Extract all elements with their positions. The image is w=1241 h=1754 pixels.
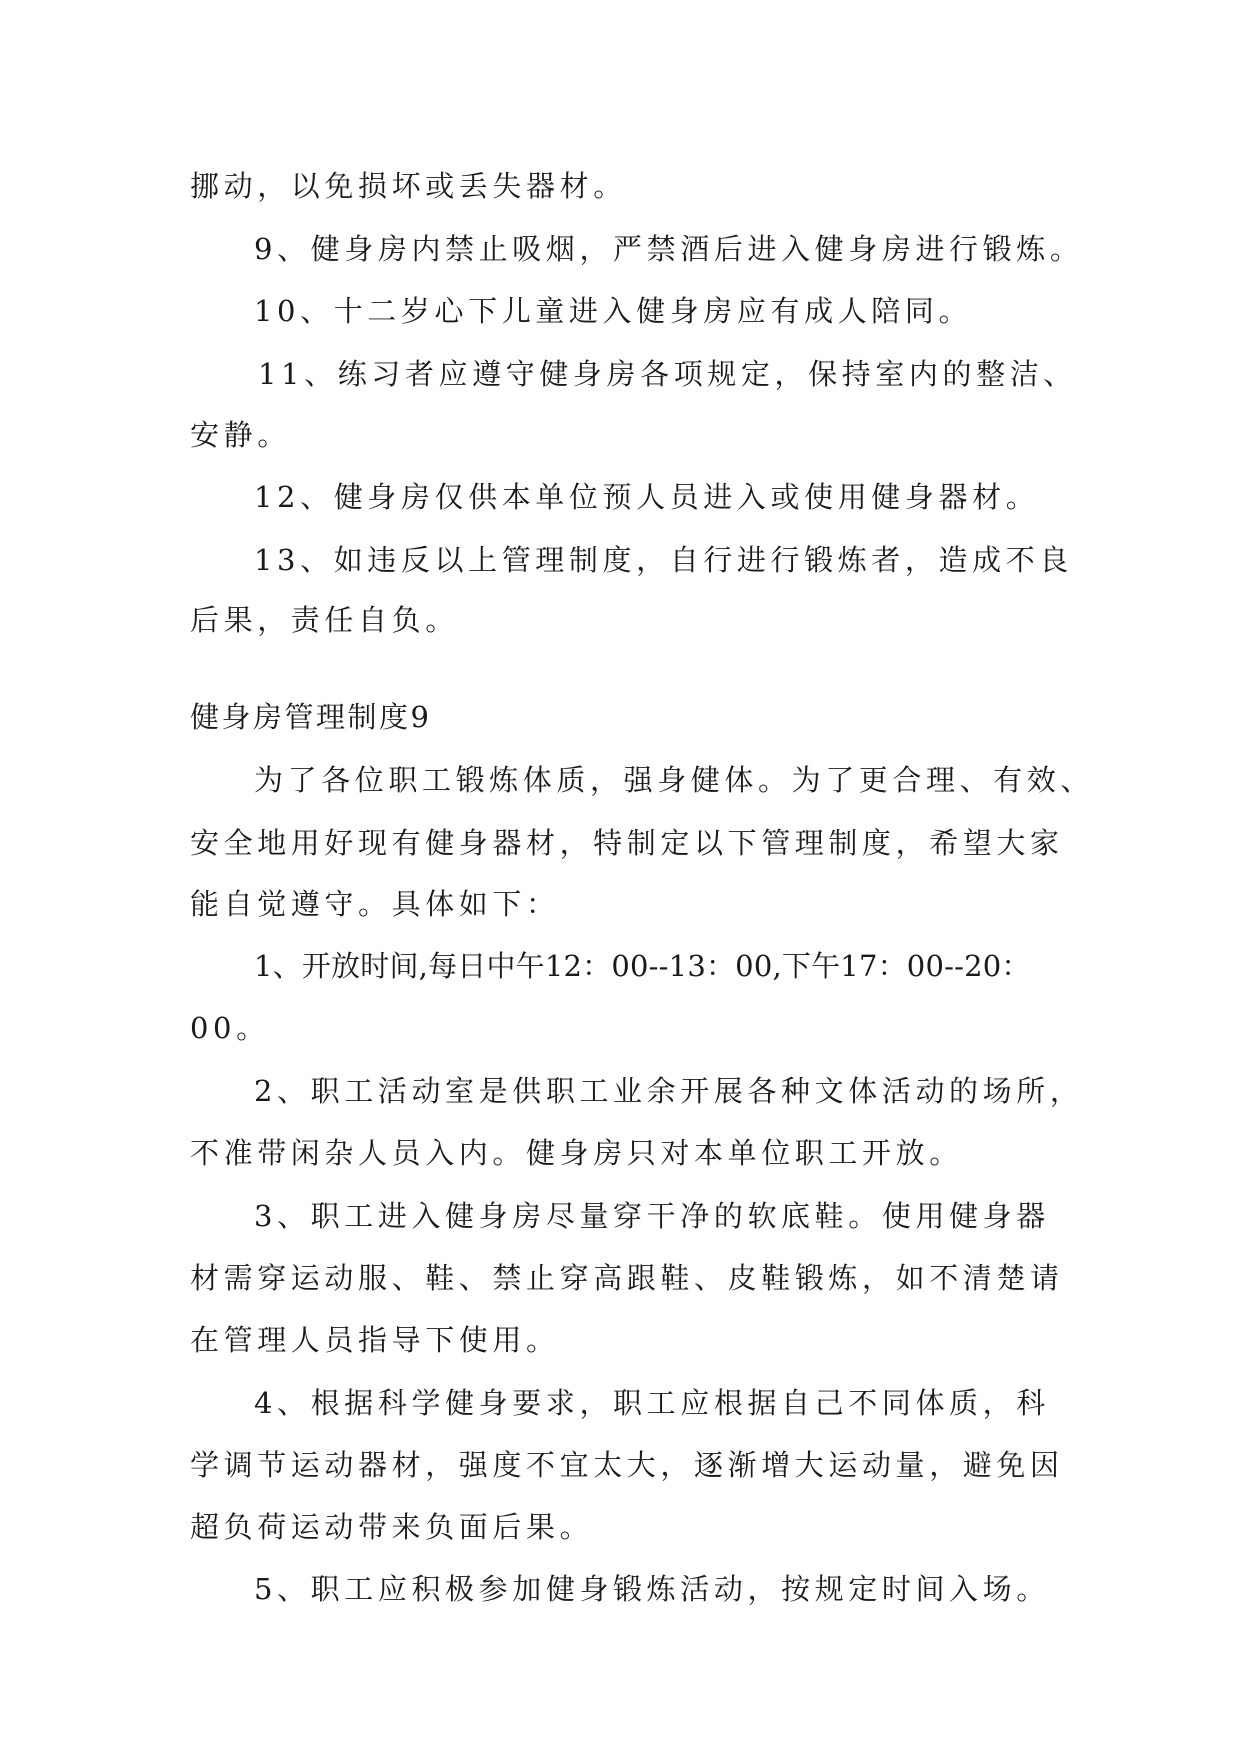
text-line: 超负荷运动带来负面后果。 <box>190 1510 594 1544</box>
text-line: 不准带闲杂人员入内。健身房只对本单位职工开放。 <box>190 1136 963 1170</box>
text-line: 1、开放时间,每日中午12：00--13：00,下午17：00--20： <box>254 949 1031 983</box>
text-line: 13、如违反以上管理制度，自行进行锻炼者，造成不良 <box>254 543 1073 577</box>
text-line: 挪动，以免损坏或丢失器材。 <box>190 169 627 203</box>
text-line: 在管理人员指导下使用。 <box>190 1323 560 1357</box>
text-line: 5、职工应积极参加健身锻炼活动，按规定时间入场。 <box>254 1572 1050 1606</box>
text-line: 00。 <box>190 1011 270 1045</box>
text-line: 学调节运动器材，强度不宜太大，逐渐增大运动量，避免因 <box>190 1448 1064 1482</box>
text-line: 11、练习者应遵守健身房各项规定，保持室内的整洁、 <box>258 357 1077 391</box>
text-line: 4、根据科学健身要求，职工应根据自己不同体质，科 <box>254 1386 1050 1420</box>
text-line: 为了各位职工锻炼体质，强身健体。为了更合理、有效、 <box>254 763 1095 797</box>
text-line: 安静。 <box>190 418 291 452</box>
text-line: 12、健身房仅供本单位预人员进入或使用健身器材。 <box>254 480 1040 514</box>
section-heading: 健身房管理制度9 <box>190 700 432 734</box>
text-line: 2、职工活动室是供职工业余开展各种文体活动的场所， <box>254 1074 1084 1108</box>
text-line: 3、职工进入健身房尽量穿干净的软底鞋。使用健身器 <box>254 1199 1050 1233</box>
text-line: 材需穿运动服、鞋、禁止穿高跟鞋、皮鞋锻炼，如不清楚请 <box>190 1261 1064 1295</box>
text-line: 10、十二岁心下儿童进入健身房应有成人陪同。 <box>254 294 973 328</box>
text-line: 能自觉遵守。具体如下： <box>190 887 560 921</box>
text-line: 后果，责任自负。 <box>190 603 459 637</box>
text-line: 安全地用好现有健身器材，特制定以下管理制度，希望大家 <box>190 826 1064 860</box>
text-line: 9、健身房内禁止吸烟，严禁酒后进入健身房进行锻炼。 <box>254 232 1084 266</box>
